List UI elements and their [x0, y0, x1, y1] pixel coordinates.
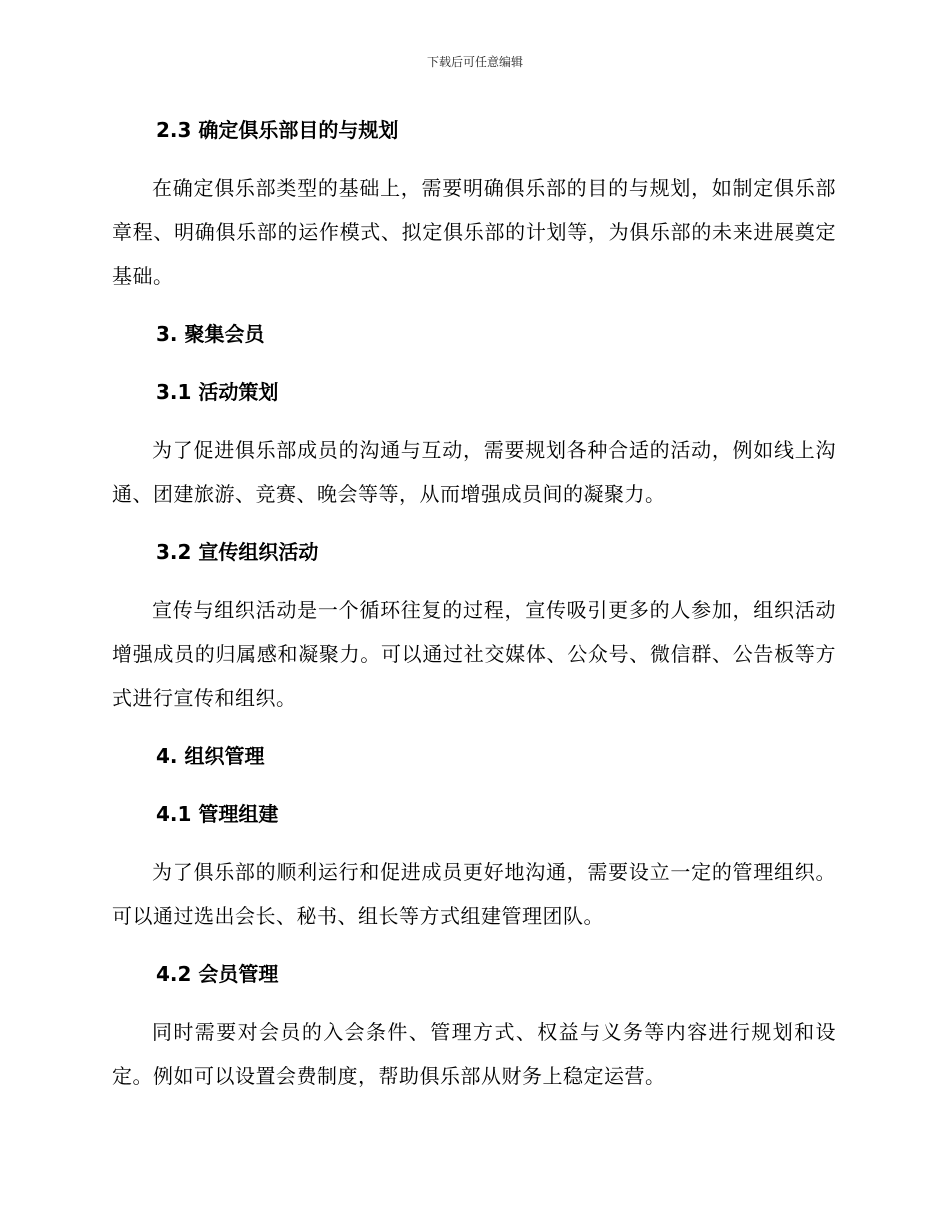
- section-paragraph-3-1: 为了促进俱乐部成员的沟通与互动，需要规划各种合适的活动，例如线上沟通、团建旅游、竞赛、晚会等等，从而增强成员间的凝聚力。: [112, 438, 836, 506]
- section-paragraph-2-3: 在确定俱乐部类型的基础上，需要明确俱乐部的目的与规划，如制定俱乐部章程、明确俱乐部的运作模式、拟定俱乐部的计划等，为俱乐部的未来进展奠定基础。: [112, 176, 836, 288]
- document-body: [112, 108, 836, 1098]
- page-header: 下载后可任意编辑: [426, 55, 523, 69]
- section-heading-4-2: 4.2 会员管理: [156, 962, 279, 986]
- section-heading-3-1: 3.1 活动策划: [156, 380, 279, 404]
- section-paragraph-4-2: 同时需要对会员的入会条件、管理方式、权益与义务等内容进行规划和设定。例如可以设置会费制度，帮助俱乐部从财务上稳定运营。: [112, 1020, 836, 1088]
- section-paragraph-3-2: 宣传与组织活动是一个循环往复的过程，宣传吸引更多的人参加，组织活动增强成员的归属感和凝聚力。可以通过社交媒体、公众号、微信群、公告板等方式进行宣传和组织。: [112, 598, 836, 710]
- section-paragraph-4-1: 为了俱乐部的顺利运行和促进成员更好地沟通，需要设立一定的管理组织。可以通过选出会长、秘书、组长等方式组建管理团队。: [112, 860, 836, 928]
- section-heading-3-2: 3.2 宣传组织活动: [156, 540, 319, 564]
- section-heading-2-3: 2.3 确定俱乐部目的与规划: [156, 118, 399, 142]
- section-heading-4-1: 4.1 管理组建: [156, 802, 279, 826]
- section-heading-3: 3. 聚集会员: [156, 322, 265, 346]
- section-heading-4: 4. 组织管理: [156, 744, 265, 768]
